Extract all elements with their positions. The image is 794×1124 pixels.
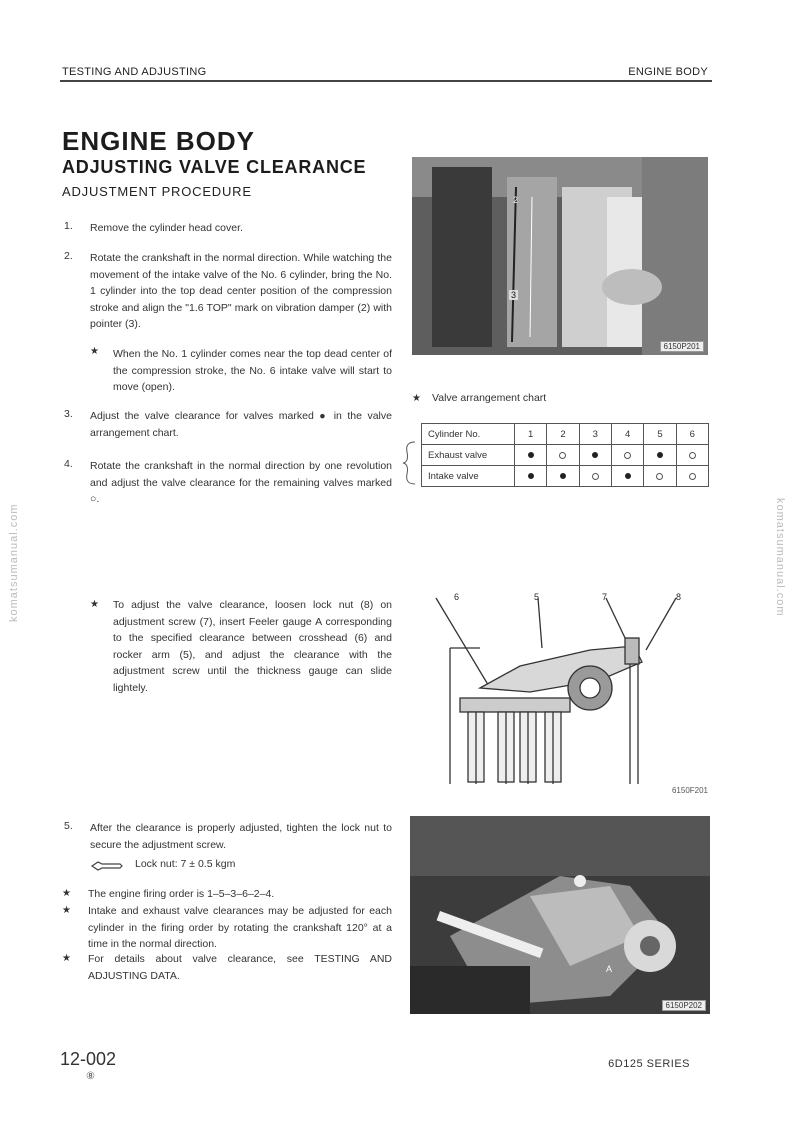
step-number: 3.	[64, 408, 73, 420]
filled-valve-mark	[579, 445, 611, 465]
row-label: Intake valve	[422, 466, 515, 487]
note-text: Intake and exhaust valve clearances may be adjusted for each cylinder in the firing order by rotating the crankshaft 120° at a time in the normal direction.	[88, 905, 392, 950]
star-icon: ★	[62, 953, 71, 964]
open-valve-mark	[643, 466, 675, 486]
open-valve-mark	[676, 466, 708, 486]
figure-tag: 6150P201	[660, 341, 704, 352]
note-text: The engine firing order is 1–5–3–6–2–4.	[88, 888, 275, 900]
open-circle-icon	[592, 473, 599, 480]
watermark-right: komatsumanual.com	[774, 498, 786, 617]
engine-damper-photo	[412, 157, 708, 355]
star-icon: ★	[62, 905, 71, 916]
step-text: Adjust the valve clearance for valves marked ● in the valve arrangement chart.	[90, 410, 392, 439]
open-valve-mark	[676, 445, 708, 465]
star-icon: ★	[90, 599, 99, 610]
filled-valve-mark	[546, 466, 578, 486]
table-header-cell: 1	[515, 424, 547, 445]
photo-callout: 2	[513, 195, 519, 205]
diagram-callout: 5	[534, 592, 540, 602]
note-text: To adjust the valve clearance, loosen lock nut (8) on adjustment screw (7), insert Feeler gauge A corresponding to the specified clearance between crosshead (6) and rocker arm (5), and adjust the clearance with the adjustment screw until the thickness gauge can slide lightely.	[113, 599, 392, 694]
filled-dot-icon	[528, 473, 534, 479]
open-circle-icon	[689, 452, 696, 459]
photo-callout: A	[606, 964, 613, 974]
open-valve-mark	[611, 445, 643, 465]
filled-valve-mark	[515, 445, 546, 465]
header-section-title: TESTING AND ADJUSTING	[62, 66, 207, 78]
open-circle-icon	[689, 473, 696, 480]
step-text: After the clearance is properly adjusted, tighten the lock nut to secure the adjustment screw.	[90, 822, 392, 851]
marks-cell	[515, 445, 709, 466]
filled-valve-mark	[515, 466, 546, 486]
valve-arrangement-table	[421, 423, 709, 487]
table-header-cell: 5	[644, 424, 676, 445]
marks-strip	[515, 466, 708, 486]
open-circle-icon	[656, 473, 663, 480]
step-text: Rotate the crankshaft in the normal direction. While watching the movement of the intake valve of the No. 6 cylinder, bring the No. 1 cylinder into the top dead center position of the compression stroke and align the "1.6 TOP" mark on vibration damper (2) with pointer (3).	[90, 252, 392, 330]
table-row	[422, 466, 709, 487]
subsection-title: ADJUSTMENT PROCEDURE	[62, 184, 252, 199]
filled-dot-icon	[560, 473, 566, 479]
diagram-callout: 7	[602, 592, 608, 602]
lock-nut-spec: Lock nut: 7 ± 0.5 kgm	[135, 858, 236, 870]
table-header-cell: 4	[611, 424, 643, 445]
page-title: ENGINE BODY	[62, 126, 256, 156]
table-row	[422, 424, 709, 445]
bracket-icon	[401, 438, 419, 493]
watermark-left: komatsumanual.com	[8, 503, 20, 622]
filled-dot-icon	[528, 452, 534, 458]
table-row	[422, 445, 709, 466]
feeler-gauge-photo	[410, 816, 710, 1014]
row-label: Exhaust valve	[422, 445, 515, 466]
page-number: 12-002	[60, 1049, 117, 1069]
star-icon: ★	[62, 888, 71, 899]
series-label: 6D125 SERIES	[608, 1058, 690, 1070]
step-number: 5.	[64, 820, 73, 832]
marks-strip	[515, 445, 708, 465]
open-circle-icon	[624, 452, 631, 459]
step-number: 4.	[64, 458, 73, 470]
section-title: ADJUSTING VALVE CLEARANCE	[62, 157, 367, 177]
star-icon: ★	[90, 346, 99, 357]
revision-mark: ⑧	[86, 1071, 95, 1082]
header-chapter-title: ENGINE BODY	[628, 66, 708, 78]
step-number: 1.	[64, 220, 73, 232]
filled-valve-mark	[611, 466, 643, 486]
note-text: For details about valve clearance, see TESTING AND ADJUSTING DATA.	[88, 953, 392, 982]
photo-callout: 3	[511, 290, 517, 300]
step-number: 2.	[64, 250, 73, 262]
note-text: When the No. 1 cylinder comes near the top dead center of the compression stroke, the No. 6 intake valve will start to move (open).	[113, 348, 392, 393]
marks-cell	[515, 466, 709, 487]
figure-tag: 6150P202	[662, 1000, 706, 1011]
wrench-icon	[90, 859, 124, 877]
table-header-cell: Cylinder No.	[422, 424, 515, 445]
star-icon: ★	[412, 393, 421, 404]
step-text: Rotate the crankshaft in the normal direction by one revolution and adjust the valve clearance for the remaining valves marked ○.	[90, 460, 392, 505]
open-valve-mark	[546, 445, 578, 465]
open-valve-mark	[579, 466, 611, 486]
diagram-callout: 8	[676, 592, 682, 602]
table-header-cell: 2	[547, 424, 579, 445]
filled-dot-icon	[657, 452, 663, 458]
header-rule	[60, 80, 712, 82]
filled-dot-icon	[625, 473, 631, 479]
chart-caption: Valve arrangement chart	[432, 392, 547, 404]
diagram-callout: 6	[454, 592, 460, 602]
table-header-cell: 3	[579, 424, 611, 445]
figure-tag: 6150F201	[671, 786, 708, 795]
filled-dot-icon	[592, 452, 598, 458]
table-header-cell: 6	[676, 424, 708, 445]
rocker-arm-diagram	[420, 588, 710, 788]
step-text: Remove the cylinder head cover.	[90, 222, 243, 234]
filled-valve-mark	[643, 445, 675, 465]
open-circle-icon	[559, 452, 566, 459]
